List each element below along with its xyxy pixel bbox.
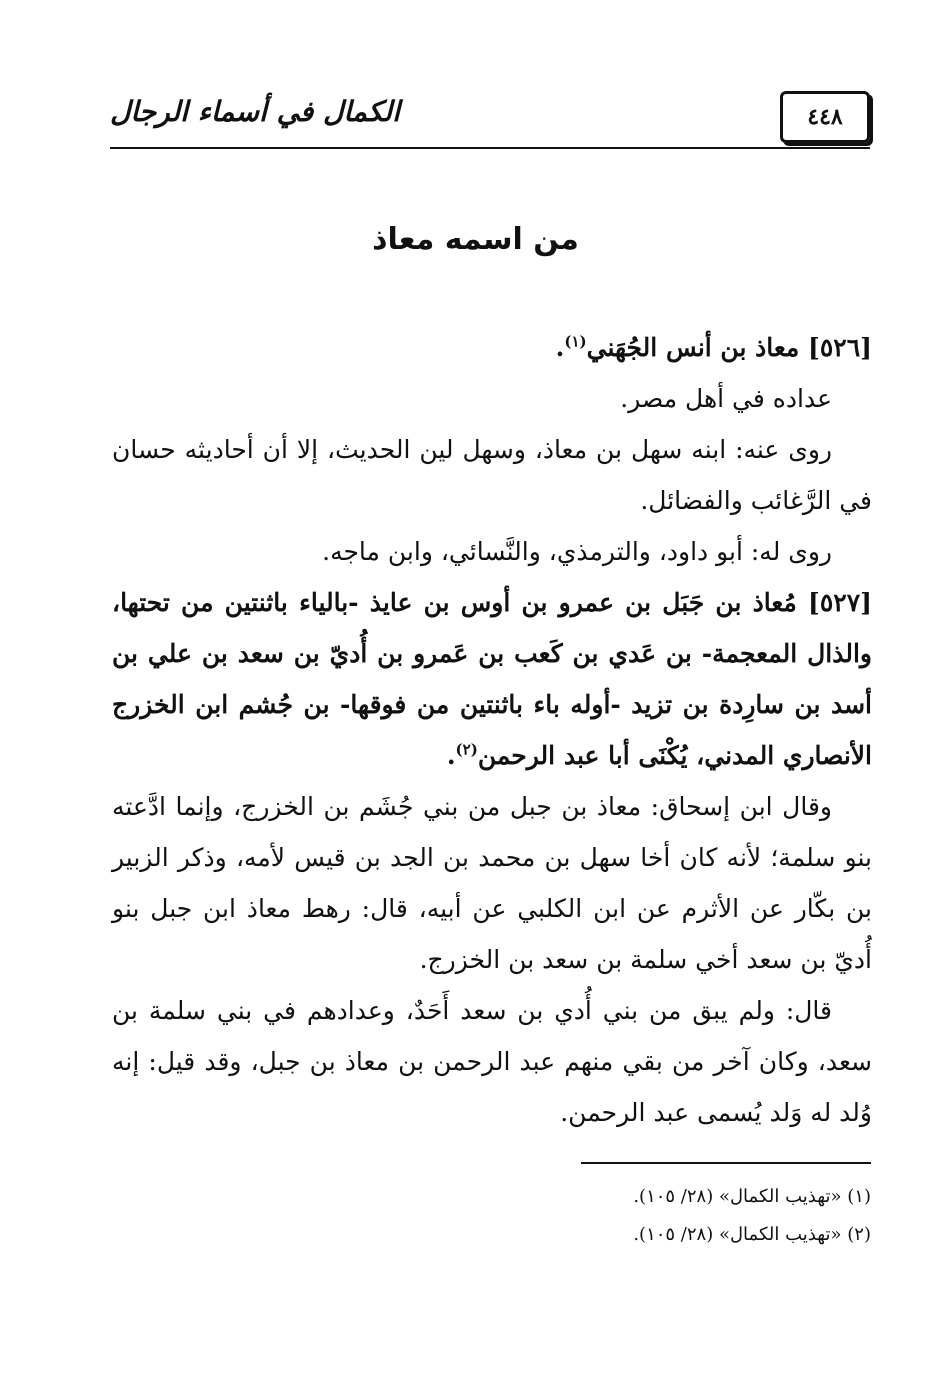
section-heading: من اسمه معاذ xyxy=(372,222,579,257)
header-rule xyxy=(110,147,870,149)
entry-526-para: روى له: أبو داود، والترمذي، والنَّسائي، وابن ماجه. xyxy=(322,537,832,566)
footnote-rule xyxy=(581,1162,871,1164)
entry-527-para: قال: ولم يبق من بني أُدي بن سعد أَحَدٌ، وعدادهم في بني سلمة بن سعد، وكان آخر من بقي منهم عبد الرحمن بن معاذ بن جبل، وقد قيل: إنه وُلد له وَلد يُسمى عبد الرحمن. xyxy=(112,996,872,1127)
footnote-2: (٢) «تهذيب الكمال» (٢٨/ ١٠٥). xyxy=(633,1224,871,1245)
entry-527-para: وقال ابن إسحاق: معاذ بن جبل من بني جُشَم بن الخزرج، وإنما ادَّعته بنو سلمة؛ لأنه كان أخا سهل بن محمد بن الجد بن قيس لأمه، وذكر الزبير بن بكّار عن الأثرم عن ابن الكلبي عن أبيه، قال: رهط معاذ ابن جبل بنو أُديّ بن سعد أخي سلمة بن سعد بن الخزرج. xyxy=(112,792,872,974)
body-text xyxy=(112,322,872,1138)
page-header xyxy=(110,85,870,153)
entry-527-heading: [٥٢٧] مُعاذ بن جَبَل بن عمرو بن أوس بن عايذ -بالياء باثنتين من تحتها، والذال المعجمة- بن عَدي بن كَعب بن عَمرو بن أُديّ بن سعد بن علي بن أسد بن سارِدة بن تزيد -أوله باء باثنتين من فوقها- بن جُشم ابن الخزرج الأنصاري المدني، يُكْنَى أبا عبد الرحمن$^{(٢)}$. xyxy=(112,588,872,770)
entry-526-para: عداده في أهل مصر. xyxy=(620,384,832,413)
footnote-1: (١) «تهذيب الكمال» (٢٨/ ١٠٥). xyxy=(633,1186,871,1207)
footnotes xyxy=(111,1178,871,1254)
entry-526-para: روى عنه: ابنه سهل بن معاذ، وسهل لين الحديث، إلا أن أحاديثه حسان في الرَّغائب والفضائل. xyxy=(112,435,872,515)
page-number: ٤٤٨ xyxy=(780,91,870,143)
footnote-ref-1[interactable]: (١) xyxy=(564,332,587,351)
entry-526-heading: [٥٢٦] معاذ بن أنس الجُهَني$^{(١)}$. xyxy=(555,332,872,362)
book-title: الكمال في أسماء الرجال xyxy=(110,95,400,128)
footnote-ref-2[interactable]: (٢) xyxy=(455,740,478,759)
